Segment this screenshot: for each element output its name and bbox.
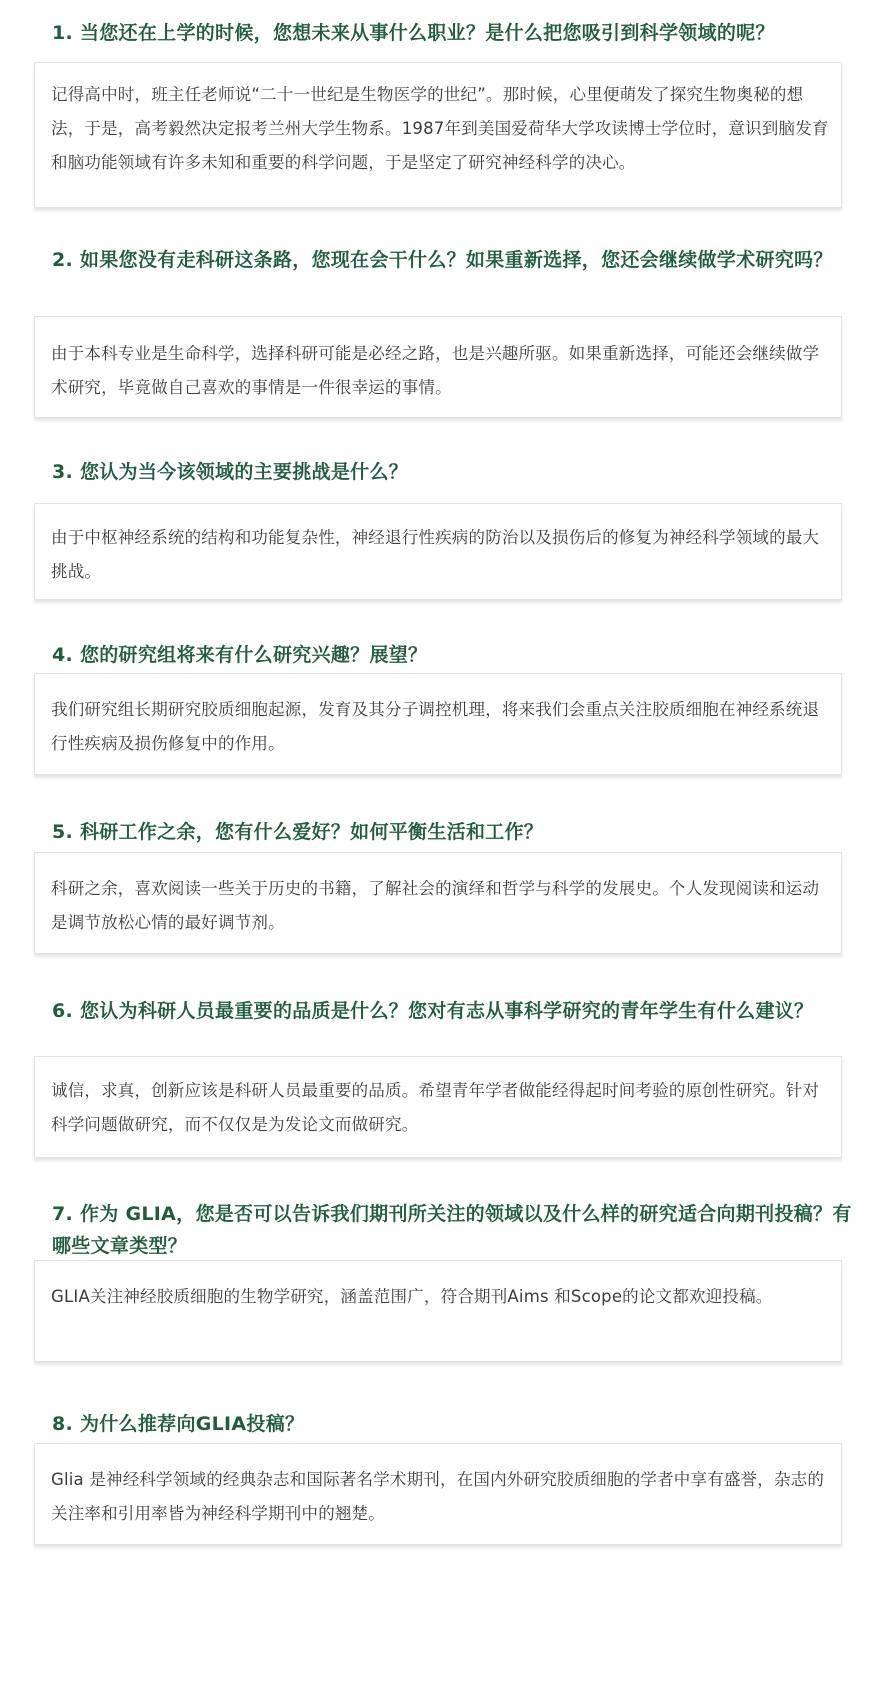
question-heading: 3. 您认为当今该领域的主要挑战是什么？ <box>52 461 409 483</box>
answer-text: 诚信，求真，创新应该是科研人员最重要的品质。希望青年学者做能经得起时间考验的原创性研究。针对科学问题做研究，而不仅仅是为发论文而做研究。 <box>51 1081 820 1134</box>
answer-card <box>34 1443 842 1545</box>
answer-card <box>34 852 842 954</box>
question-heading: 8. 为什么推荐向GLIA投稿？ <box>52 1413 305 1435</box>
answer-text: 由于本科专业是生命科学，选择科研可能是必经之路，也是兴趣所驱。如果重新选择，可能还会继续做学术研究，毕竟做自己喜欢的事情是一件很幸运的事情。 <box>51 344 820 397</box>
question-heading: 5. 科研工作之余，您有什么爱好？如何平衡生活和工作？ <box>52 821 544 843</box>
question-heading: 1. 当您还在上学的时候，您想未来从事什么职业？是什么把您吸引到科学领域的呢？ <box>52 22 775 44</box>
answer-text: Glia 是神经科学领域的经典杂志和国际著名学术期刊，在国内外研究胶质细胞的学者中享有盛誉，杂志的关注率和引用率皆为神经科学期刊中的翘楚。 <box>51 1470 825 1523</box>
answer-card <box>34 1260 842 1362</box>
answer-card <box>34 316 842 418</box>
question-heading: 7. 作为 GLIA，您是否可以告诉我们期刊所关注的领域以及什么样的研究适合向期刊投稿？有哪些文章类型？ <box>52 1203 852 1257</box>
question-heading: 4. 您的研究组将来有什么研究兴趣？展望？ <box>52 644 428 666</box>
answer-card <box>34 1056 842 1158</box>
answer-text: 记得高中时，班主任老师说“二十一世纪是生物医学的世纪”。那时候，心里便萌发了探究生物奥秘的想法，于是，高考毅然决定报考兰州大学生物系。1987年到美国爱荷华大学攻读博士学位时，意识到脑发育和脑功能领域有许多未知和重要的科学问题，于是坚定了研究神经科学的决心。 <box>51 85 829 172</box>
answer-text: 由于中枢神经系统的结构和功能复杂性，神经退行性疾病的防治以及损伤后的修复为神经科学领域的最大挑战。 <box>51 528 820 581</box>
question-heading: 2. 如果您没有走科研这条路，您现在会干什么？如果重新选择，您还会继续做学术研究吗？ <box>52 249 833 271</box>
answer-card <box>34 673 842 775</box>
answer-text: GLIA关注神经胶质细胞的生物学研究，涵盖范围广，符合期刊Aims 和Scope的论文都欢迎投稿。 <box>51 1287 773 1306</box>
answer-card <box>34 62 842 208</box>
answer-text: 我们研究组长期研究胶质细胞起源，发育及其分子调控机理，将来我们会重点关注胶质细胞在神经系统退行性疾病及损伤修复中的作用。 <box>51 700 820 753</box>
answer-text: 科研之余，喜欢阅读一些关于历史的书籍，了解社会的演绎和哲学与科学的发展史。个人发现阅读和运动是调节放松心情的最好调节剂。 <box>51 879 820 932</box>
question-heading: 6. 您认为科研人员最重要的品质是什么？您对有志从事科学研究的青年学生有什么建议？ <box>52 1000 814 1022</box>
answer-card <box>34 503 842 600</box>
